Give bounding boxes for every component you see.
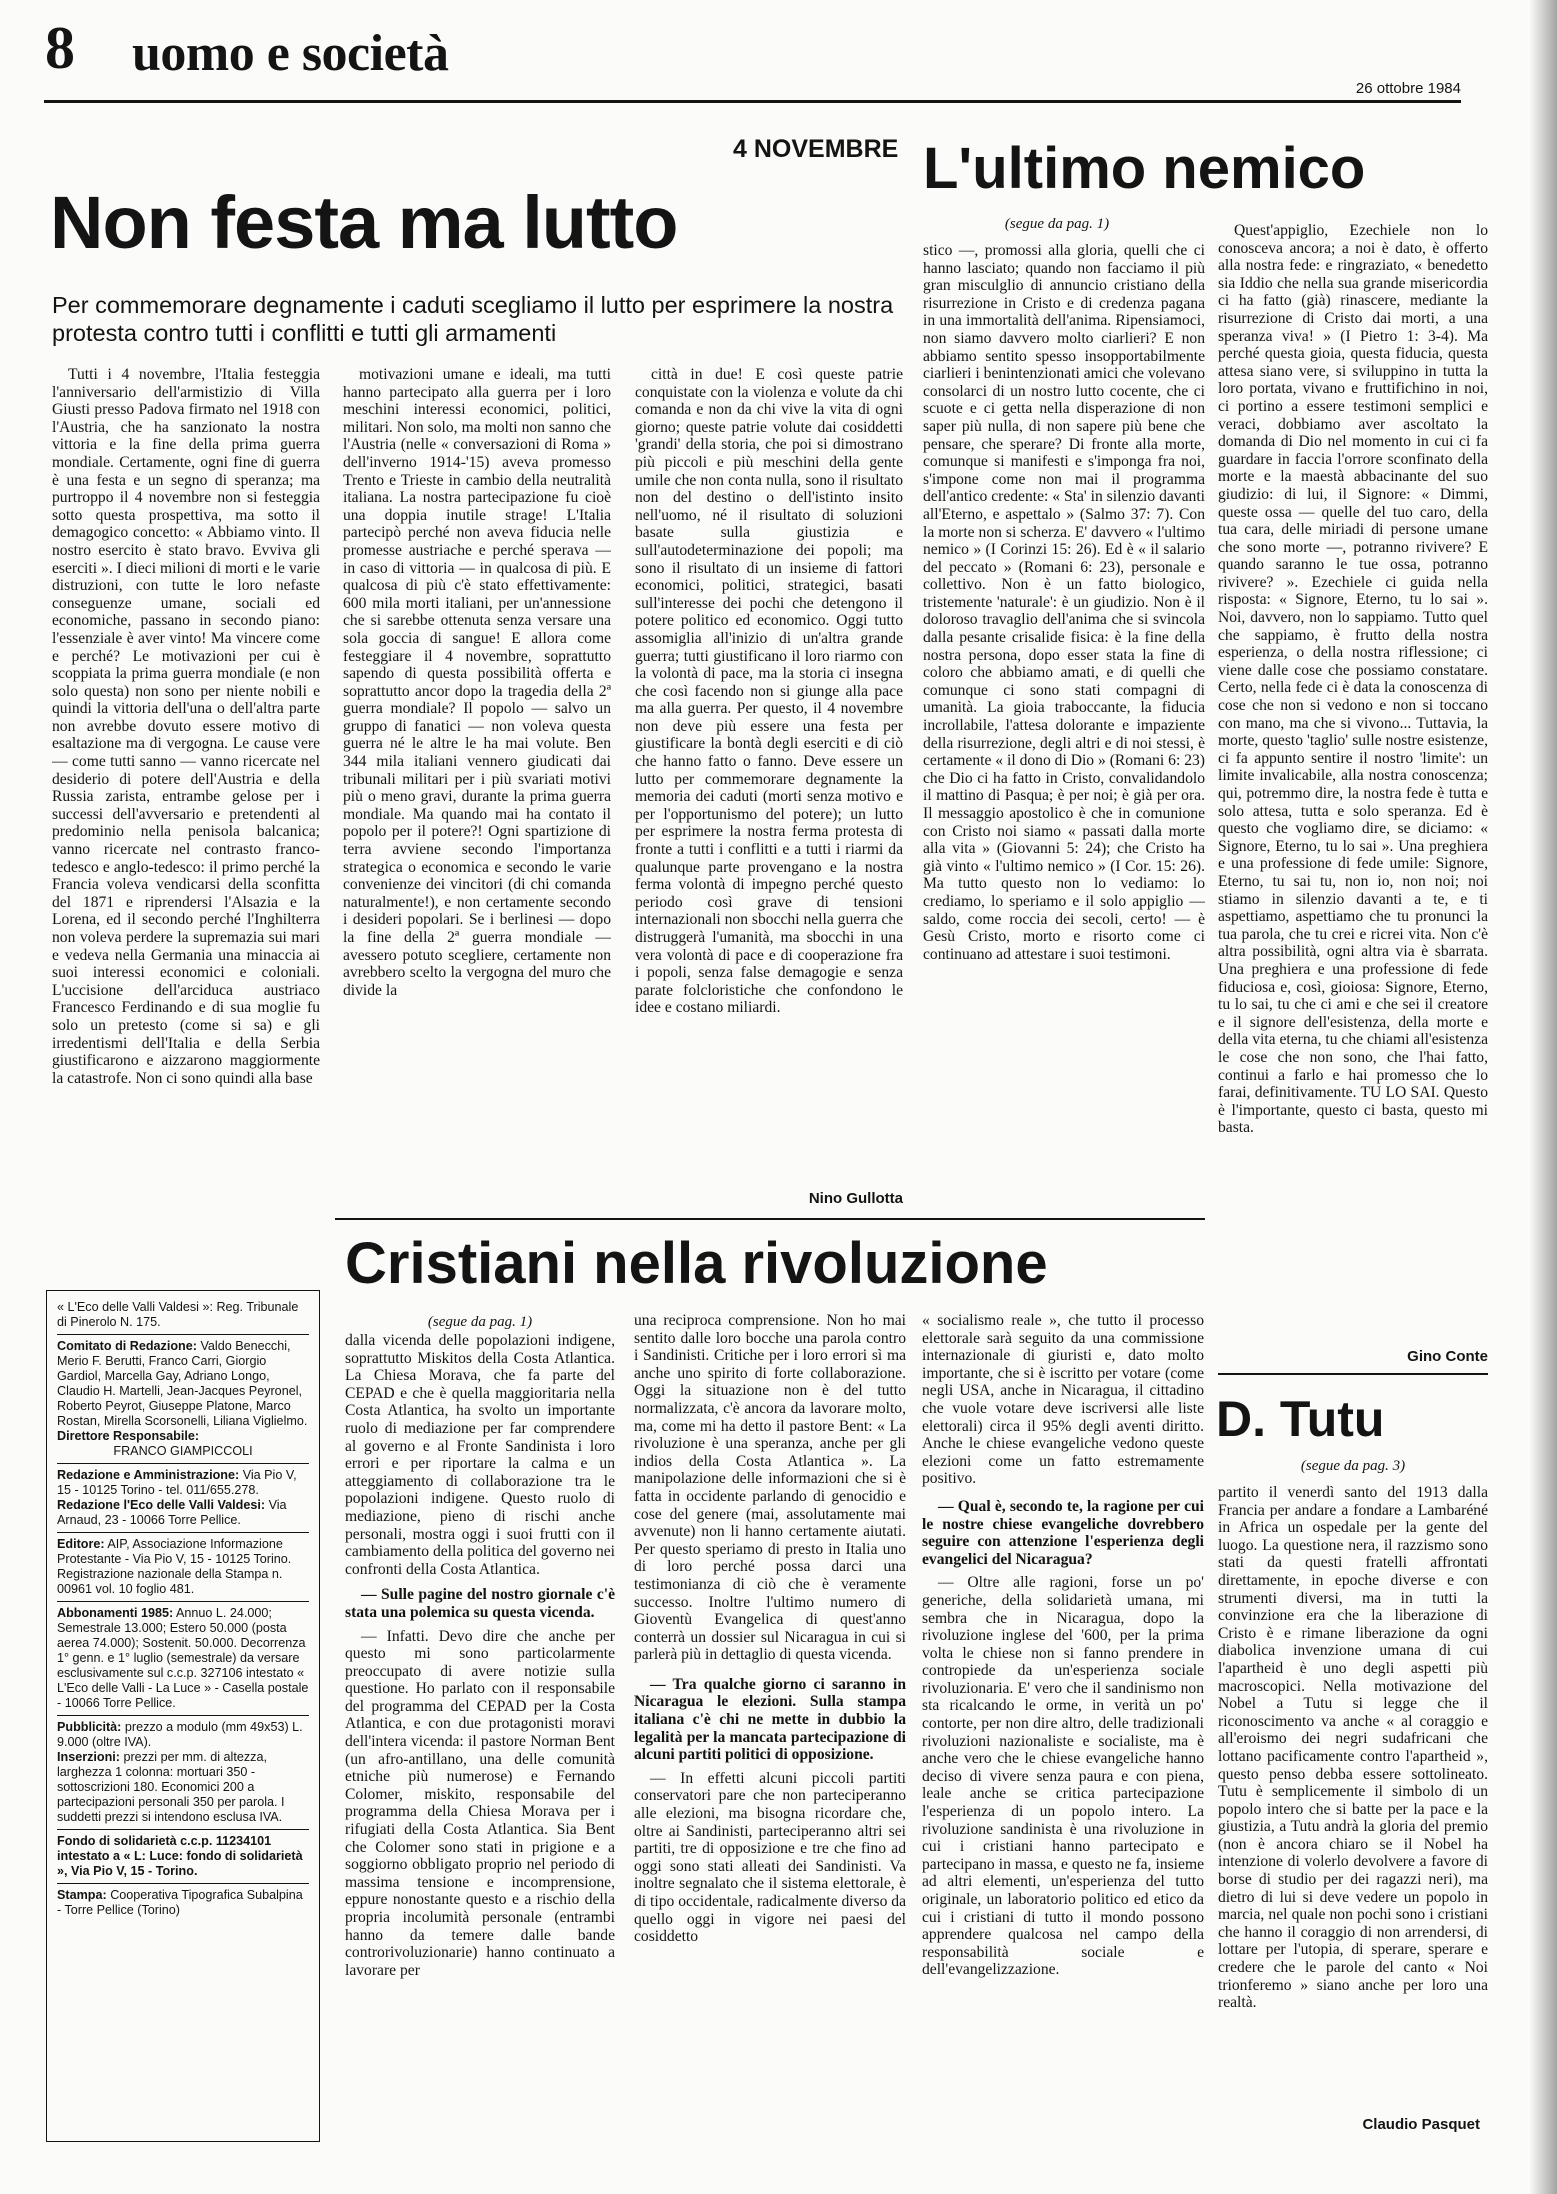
article2-author: Gino Conte [1407,1348,1488,1365]
article3-col1b-text: — Infatti. Devo dire che anche per questo mi sono particolarmente preoccupato di avere notizie sulla questione. Ho parlato con il responsabile del programma del CEPAD per la Costa Atlantica, e con due protagonisti moravi dell'intera vicenda: il pastore Norman Bent (un afro-antillano, una delle comunità etniche più numerose) e Fernando Colomer, miskito, responsabile del programma della Chiesa Morava per i rifugiati della Costa Atlantica. Sia Bent che Colomer sono stati in prigione e a soggiorno obbligato proprio nel periodo di massima tensione e incomprensione, eppure nonostante questo e a rischio della propria incolumità personale (entrambi hanno da temere dalle bande controrivoluzionarie) hanno continuato a lavorare per [345,1627,615,1979]
article4-headline: D. Tutu [1216,1391,1385,1447]
article3-col2-text: una reciproca comprensione. Non ho mai sentito dalle loro bocche una parola contro i Sandinisti. Critiche per i loro errori sì ma anche uno spirito di forte collaborazione. Oggi la situazione non è del tutto normalizzata, c'è ancora da lavorare molto, ma, come mi ha detto il pastore Bent: « La rivoluzione è una speranza, anche per gli indios della Costa Atlantica ». La manipolazione delle informazioni che si è fatta in occidente parlando di genocidio e cose del genere (mai, assolutamente mai avvenute) non li hanno certamente aiutati. Per questo speriamo di presto in Italia uno di loro perché possa darci una testimonianza di ciò che è veramente successo. Inoltre l'ultimo numero di Gioventù Evangelica di quest'anno conterrà un dossier sul Nicaragua in cui si parlerà più in dettaglio di questa vicenda. [634,1312,906,1664]
article3-col2b-text: — In effetti alcuni piccoli partiti conservatori pare che non parteciperanno alle elezioni, ma bisogna ricordare che, oltre ai Sandinisti, parteciperanno altri sei partiti, tre di opposizione e tre che fino ad oggi sono stati alleati dei Sandinisti. Va inoltre segnalato che il sistema elettorale, è di tipo occidentale, radicalmente diverso da quello oggi in vigore nei paesi del cosiddetto [634,1769,906,1946]
scan-edge-shadow [1529,0,1557,2194]
section-divider [335,1218,1205,1220]
colophon-red2-label: Redazione l'Eco delle Valli Valdesi: [57,1498,266,1512]
article2-col1-text: stico —, promossi alla gloria, quelli che ci hanno lasciato; quando non facciamo il più gran misculglio di annuncio cristiano della risurrezione in Cristo e di credenza pagana in una immortalità dell'anima. Ripensiamoci, non siamo davvero molto ciarlieri? E non abbiamo sentito spesso insopportabilmente ciarlieri i benintenzionati amici che volevano consolarci di un nostro lutto cocente, che ci scuote e ci getta nella disperazione di non saper più nulla, di non sapere più bene che pensare, che sperare? Di fronte alla morte, comunque si manifesti e s'imponga fra noi, s'impone come non mai il programma dell'antico credente: « Sta' in silenzio davanti all'Eterno, e aspettalo » (Salmo 37: 7). Con la morte non si scherza. E' davvero « l'ultimo nemico » (I Corinzi 15: 26). Ed è « il salario del peccato » (Romani 6: 23), personale e collettivo. Non è un fatto biologico, tristemente 'naturale': è un giudizio. Non è il doloroso travaglio dell'anima che si svincola dalla pesante crisalide fisica: è la fine della nostra persona, dopo esser stata la fine di coloro che abbiamo amati, e di quelli che comunque ci sono stati compagni di umanità. La gioia traboccante, la fiducia incrollabile, l'attesa dolorante e impaziente della risurrezione, degli altri e di noi stessi, è certamente « il dono di Dio » (Romani 6: 23) che Dio ci ha fatto in Cristo, convalidandolo il mattino di Pasqua; è per noi; è già per ora. Il messaggio apostolico è che in comunione con Cristo noi siamo « passati dalla morte alla vita » (Giovanni 5: 24); che Cristo ha già vinto « l'ultimo nemico » (I Cor. 15: 26). Ma tutto questo non lo vediamo: lo crediamo, lo speriamo e il solo appiglio — saldo, come roccia dei secoli, certo! — è Gesù Cristo, morto e risorto come ci continuano ad attestare i suoi testimoni. [923,242,1205,963]
colophon-box [46,1290,320,2142]
article3-question-3: — Qual è, secondo te, la ragione per cui le nostre chiese evangeliche dovrebbero seguire con attenzione l'esperienza degli evangelici del Nicaragua? [922,1497,1204,1568]
colophon-fondo-text: Fondo di solidarietà c.c.p. 11234101 intestato a « L: Luce: fondo di solidarietà », Via Pio V, 15 - Torino. [57,1834,303,1878]
article3-column-1 [345,1332,615,2146]
colophon-stampa-label: Stampa: [57,1888,107,1902]
article3-question-2: — Tra qualche giorno ci saranno in Nicaragua le elezioni. Sulla stampa italiana c'è chi ne mette in dubbio la legalità per la mancata partecipazione di alcuni partiti politici di opposizione. [634,1675,906,1764]
colophon-editore [57,1532,309,1601]
article3-column-2 [634,1312,906,2146]
colophon-fondo [57,1829,309,1883]
colophon-abbonamenti [57,1601,309,1715]
colophon-redazione [57,1463,309,1532]
article3-column-3 [922,1312,1204,2134]
article2-segue: (segue da pag. 1) [1004,216,1110,232]
colophon-pubblicita [57,1715,309,1829]
article1-column-2 [343,366,611,1224]
article3-col3b-text: — Oltre alle ragioni, forse un po' generiche, della solidarietà umana, mi sembra che in Nicaragua, dopo la rivoluzione inglese del '600, per la prima volta le chiese non si fanno prendere in contropiede da un'esperienza sociale rivoluzionaria. E' vero che il sandinismo non sta ricalcando le orme, in verità un po' contorte, per non dire altro, delle tradizionali rivoluzioni nazionaliste e socialiste, ma è anche vero che le chiese evangeliche hanno deciso di vivere senza paura e con piena, leale anche se critica partecipazione l'esperienza di un popolo intero. La rivoluzione sandinista è una rivoluzione in cui i cristiani hanno partecipato e partecipano in massa, e questo ne fa, insieme ad altri elementi, un'esperienza del tutto originale, un laboratorio politico ed etico da cui i cristiani di tutto il mondo possono apprendere qualcosa nel campo della responsabilità sociale e dell'evangelizzazione. [922,1574,1204,1979]
colophon-committee-text: Valdo Benecchi, Merio F. Berutti, Franco Carri, Giorgio Gardiol, Marcella Gay, Adriano Longo, Claudio H. Martelli, Jean-Jacques Peyronel, Roberto Peyrot, Giuseppe Platone, Marco Rostan, Mirella Scorsonelli, Liliana Viglielmo. [57,1339,308,1428]
article3-col3-text: « socialismo reale », che tutto il processo elettorale sarà seguito da una commissione internazionale di giuristi e, dato molto importante, che si è iscritto per votare (come negli USA, anche in Nicaragua, il cittadino che vuole votare deve iscriversi alle liste elettorali) circa il 95% degli aventi diritto. Anche le chiese evangeliche vedono queste elezioni come un fatto estremamente positivo. [922,1312,1204,1488]
colophon-director: FRANCO GIAMPICCOLI [113,1444,253,1458]
article2-col2-text: Quest'appiglio, Ezechiele non lo conosceva ancora; a noi è dato, è offerto alla nostra fede: e ringraziato, « benedetto sia Iddio che nella sua grande misericordia ci ha fatto (già) rinascere, mediante la risurrezione di Cristo dai morti, a una speranza viva! » (I Pietro 1: 3-4). Ma perché questa gioia, questa fiducia, questa attesa siano vere, si sviluppino in tutta la loro portata, vivano e fruttifichino in noi, ci portino a essere testimoni semplici e veraci, dobbiamo aver ascoltato la domanda di Dio nel momento in cui ci fa guardare in faccia l'orrore sconfinato della morte e la maestà abbacinante del suo giudizio: di lui, il Signore: « Dimmi, queste ossa — quelle del tuo caro, della tua cara, delle miriadi di persone umane che sono morte —, potranno rivivere? E quando saranno le tue ossa, potranno rivivere? ». Ezechiele ci guida nella risposta: « Signore, Eterno, tu lo sai ». Noi, davvero, non lo sappiamo. Tutto quel che sappiamo, è frutto della nostra esperienza, o della nostra riflessione; ci viene dalle cose che possiamo constatare. Certo, nella fede ci è data la conoscenza di cose che non si vedono e non si toccano con mano, ma che si vivono... Tuttavia, la morte, questo 'taglio' sulle nostre esistenze, ci fa appunto sentire il nostro 'limite': un limite invalicabile, alla nostra conoscenza; qui, potremmo dire, la nostra fede è tutta e solo attesa, tutta e solo speranza. Ed è questo che vogliamo dire, se diciamo: « Signore, Eterno, tu lo sai ». Una preghiera e una professione di fede umile: Signore, Eterno, tu sai tu, non io, non noi; noi stiamo in silenzio davanti a te, e ti aspettiamo, aspettiamo che tu pronunci la tua parola, che tu crei e ricrei vita. Non c'è altra possibilità, ogni altra via è sbarrata. Una preghiera e una professione di fede fiduciosa e, così, gioiosa: Signore, Eterno, tu lo sai, tu che ci ami e che sei il creatore e il signore dell'esistenza, della morte e della vita eterna, tu che chiami all'esistenza le cose che non sono, che l'hai fatto, continui a farlo e hai promesso che lo farai, definitivamente. TU LO SAI. Questo è l'importante, questo ci basta, questo mi basta. [1218,222,1488,1137]
article2-headline: L'ultimo nemico [923,136,1366,201]
article1-deck: Per commemorare degnamente i caduti scegliamo il lutto per esprimere la nostra protesta contro tutti i conflitti e tutti gli armamenti [52,292,894,346]
colophon-committee-label: Comitato di Redazione: [57,1339,197,1353]
article1-author: Nino Gullotta [808,1190,903,1207]
article4-column-1 [1218,1484,1488,2114]
article2-column-2 [1218,222,1488,1334]
article3-author: Claudio Pasquet [1362,2116,1480,2133]
colophon-registration: « L'Eco delle Valli Valdesi »: Reg. Tribunale di Pinerolo N. 175. [57,1300,299,1329]
article4-segue: (segue da pag. 3) [1300,1458,1406,1474]
colophon-red2-text: Via Arnaud, 23 - 10066 Torre Pellice. [57,1498,287,1527]
article1-col3-text: città in due! E così queste patrie conquistate con la violenza e volute da chi comanda e non da chi vive la vita di ogni giorno; queste patrie volute dai cosiddetti 'grandi' della storia, che poi si dimostrano più piccoli e più meschini della gente umile che non conta nulla, sono il risultato non del destino o dell'istinto insito nell'uomo, né il risultato di soluzioni basate sulla giustizia e sull'autodeterminazione dei popoli; ma sono il risultato di un insieme di fattori economici, politici, strategici, basati sull'interesse dei pochi che detengono il potere politico ed economico. Oggi tutto assomiglia all'inizio di un'altra grande guerra; tutti giustificano il loro riarmo con la volontà di pace, ma la storia ci insegna che così facendo non si giunge alla pace ma alla guerra. Per questo, il 4 novembre non deve più essere una festa per giustificare la bontà degli eserciti e di ciò che hanno fatto o fanno. Deve essere un lutto per commemorare degnamente la memoria dei caduti (morti senza motivo e per l'opportunismo del potere); un lutto per esprimere la nostra ferma protesta di fronte a tutti i conflitti e a tutti i riarmi da qualunque parte provengano e la nostra ferma volontà di impegno perché questo periodo così grave di tensioni internazionali non sbocchi nella guerra che distruggerà l'umanità, ma sbocchi in una vera volontà di pace e di cooperazione fra i popoli, senza false demagogie e senza parate folcloristiche che confondono le idee e costano miliardi. [635,366,903,1017]
article1-kicker: 4 NOVEMBRE [733,135,899,163]
article1-col1-text: Tutti i 4 novembre, l'Italia festeggia l'anniversario dell'armistizio di Villa Giusti presso Padova firmato nel 1918 con l'Austria, che ha sanzionato la nostra vittoria e la fine della prima guerra mondiale. Certamente, ogni fine di guerra è una festa e un segno di speranza; ma purtroppo il 4 novembre non si festeggia sotto questa prospettiva, ma sotto il demagogico concetto: « Abbiamo vinto. Il nostro esercito è stato bravo. Evviva gli eserciti ». I dieci milioni di morti e le varie distruzioni, con tutte le loro nefaste conseguenze umane, sociali ed economiche, passano in secondo piano: l'essenziale è aver vinto! Ma vincere come e perché? Le motivazioni per cui è scoppiata la prima guerra mondiale (e non solo questa) non sono per niente nobili e quindi la vittoria dell'una o dell'altra parte non avrebbe dovuto essere motivo di esaltazione ma di vergogna. Le cause vere — come tutti sanno — vanno ricercate nel desiderio di potere dell'Austria e della Russia zarista, entrambe gelose per i successi dell'avversario e pretendenti al predominio nella penisola balcanica; vanno ricercate nel contrasto franco-tedesco e anglo-tedesco: il primo perché la Francia voleva vendicarsi della sconfitta del 1871 e riprendersi l'Alsazia e la Lorena, ed il secondo perché l'Inghilterra non voleva perdere la supremazia sui mari e vedeva nella Germania una minaccia ai suoi interessi economici e coloniali. L'uccisione dell'arciduca austriaco Francesco Ferdinando e di sua moglie fu solo un pretesto (come si sa) e gli irredentismi dell'Italia e della Serbia giustificarono e aizzarono maggiormente la catastrofe. Non ci sono quindi alla base [52,366,320,1087]
section-title: uomo e società [132,25,449,82]
page-number: 8 [45,15,75,81]
article2-column-1 [923,242,1205,1206]
colophon-stampa [57,1883,309,1922]
colophon-stampa-text: Cooperativa Tipografica Subalpina - Torre Pellice (Torino) [57,1888,303,1917]
colophon-ins-label: Inserzioni: [57,1750,120,1764]
article3-question-1: — Sulle pagine del nostro giornale c'è stata una polemica su questa vicenda. [345,1586,615,1621]
colophon-ins-text: prezzi per mm. di altezza, larghezza 1 colonna: mortuari 350 - sottoscrizioni 180. Economici 200 a partecipazioni personali 350 per parola. I suddetti prezzi si intendono esclusa IVA. [57,1750,285,1824]
article1-column-1 [52,366,320,1288]
colophon-abb-text: Annuo L. 24.000; Semestrale 13.000; Estero 50.000 (posta aerea 74.000); Sostenit. 50.000. Decorrenza 1° genn. e 1° luglio (semestrale) da versare esclusivamente sul c.c.p. 327106 intestato « L'Eco delle Valli - La Luce » - Casella postale - 10066 Torre Pellice. [57,1606,309,1710]
article3-headline: Cristiani nella rivoluzione [345,1231,1048,1296]
article1-col2-text: motivazioni umane e ideali, ma tutti hanno partecipato alla guerra per i loro meschini interessi economici, politici, militari. Non solo, ma molti non sanno che l'Austria (nelle « conversazioni di Roma » dell'inverno 1914-'15) aveva promesso Trento e Trieste in cambio della neutralità italiana. La nostra partecipazione fu cioè una doppia inutile strage! L'Italia partecipò perché non aveva fiducia nelle promesse austriache e perché sperava — in caso di vittoria — in qualcosa di più. E qualcosa di più c'è stato effettivamente: 600 mila morti italiani, per un'annessione che si sarebbe ottenuta senza versare una sola goccia di sangue! E allora come festeggiare il 4 novembre, soprattutto sapendo di questa possibilità offerta e soprattutto ancor dopo la tragedia della 2ª guerra mondiale? Il popolo — salvo un gruppo di fanatici — non voleva questa guerra né le altre le ha mai volute. Ben 344 mila italiani vennero giudicati dai tribunali militari per i più svariati motivi più o meno gravi, durante la prima guerra mondiale. Ma quando mai ha contato il popolo per il potere?! Ogni spartizione di terra avviene secondo l'importanza strategica o economica e secondo le varie convenienze dei vincitori (di chi comanda naturalmente!), e non certamente secondo i desideri popolari. Se i berlinesi — dopo la fine della 2ª guerra mondiale — avessero potuto scegliere, certamente non avrebbero scelto la vergogna del muro che divide la [343,366,611,999]
colophon-director-label: Direttore Responsabile: [57,1429,200,1443]
colophon-editore-label: Editore: [57,1537,105,1551]
colophon-committee [57,1334,309,1463]
colophon-pub-label: Pubblicità: [57,1720,122,1734]
colophon-abb-label: Abbonamenti 1985: [57,1606,174,1620]
article3-segue: (segue da pag. 1) [427,1314,533,1330]
colophon-pub-text: prezzo a modulo (mm 49x53) L. 9.000 (oltre IVA). [57,1720,303,1749]
article1-headline: Non festa ma lutto [50,181,678,264]
colophon-red-text: Via Pio V, 15 - 10125 Torino - tel. 011/655.278. [57,1468,297,1497]
masthead-rule [44,100,1461,103]
colophon-red-label: Redazione e Amministrazione: [57,1468,240,1482]
issue-date: 26 ottobre 1984 [1355,80,1461,97]
article4-col1-text: partito il venerdì santo del 1913 dalla Francia per andare a fondare a Lambaréné in Africa un ospedale per la gente del luogo. La questione nera, il razzismo sono stati da questi fratelli affrontati direttamente, in epoche diverse e con strumenti diversi, ma in tutti la convinzione era che la liberazione di Cristo è e rimane liberazione da ogni diabolica invenzione umana di cui l'apartheid è uno degli aspetti più macroscopici. Nella motivazione del Nobel a Tutu si legge che il riconoscimento va anche « al coraggio e all'eroismo dei negri sudafricani che lottano pacificamente contro l'apartheid », questo penso debba essere sottolineato. Tutu è semplicemente il simbolo di un popolo intero che si batte per la pace e la giustizia, a Tutu andrà la gloria del premio (non è ancora chiaro se il Nobel ha intenzione di volerlo devolvere a favore di borse di studio per dei ragazzi neri), ma dietro di lui si deve vedere un popolo in marcia, nel quale non pochi sono i cristiani che hanno il coraggio di non arrendersi, di lottare per l'utopia, di sperare, sperare e credere che le parole del canto « Noi trionferemo » siano anche per loro una realtà. [1218,1484,1488,2012]
article1-column-3 [635,366,903,1186]
article3-col1-text: dalla vicenda delle popolazioni indigene, soprattutto Miskitos della Costa Atlantica. La Chiesa Morava, che fa parte del CEPAD e che è quella maggioritaria nella Costa Atlantica, ha svolto un importante ruolo di mediazione per far comprendere al governo e al Fronte Sandinista i loro errori e per riportare la calma e un atteggiamento di collaborazione tra le popolazioni indigene. Questo ruolo di mediazione, pieno di rischi anche personali, mostra oggi i suoi frutti con il cambiamento della politica del governo nei confronti della Costa Atlantica. [345,1332,615,1578]
colophon-editore-text: AIP, Associazione Informazione Protestante - Via Pio V, 15 - 10125 Torino. Registrazione nazionale della Stampa n. 00961 vol. 10 foglio 481. [57,1537,292,1596]
tutu-top-rule [1218,1373,1488,1375]
